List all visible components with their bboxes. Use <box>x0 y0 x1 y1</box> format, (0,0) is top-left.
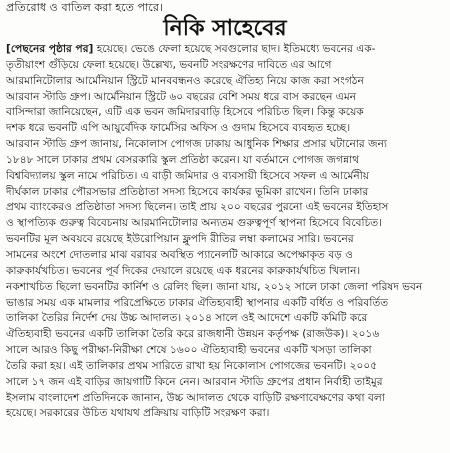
article-line: দীর্ঘকাল ঢাকার পৌরসভার প্রতিষ্ঠাতা সদস্য হিসেবে কার্যকর ভূমিকা রাখেন। তিনি ঢাকার <box>6 185 369 198</box>
article-line: প্রথম ব্যাংকেরও প্রতিষ্ঠাতা সদস্য ছিলেন। তাই প্রায় ২০০ বছরের পুরনো এই ভবনের ইতিহাস <box>6 201 389 214</box>
article-line: আরমানিটোলার আর্মেনিয়ান স্ট্রিটে মানববন্ধনও করেছে ঐতিহ্য নিয়ে কাজ করা সংগঠন <box>6 74 364 87</box>
article-line: হয়েছে। সরকারের উচিত যথাযথ প্রক্রিয়ায় বাড়িটি সংরক্ষণ করা। <box>6 407 270 420</box>
continued-from-label: [পেছনের পৃষ্ঠার পর] <box>6 43 94 55</box>
article-line: ভাঙার সময় এক মামলার পরিপ্রেক্ষিতে ঢাকার ঐতিহ্যবাহী স্থাপনার একটি বর্ধিত ও পরিবর্তিত <box>6 296 389 309</box>
article-line: বিশ্ববিদ্যালয় স্কুল নামে পরিচিত। এ বাড়ী জমিদার ও ব্যবসায়ী হিসেবে সফল এ আর্মেনীয় <box>6 169 370 182</box>
article-line-1 <box>6 42 446 58</box>
article-line: ইসলাম বাংলাদেশ প্রতিদিনকে জানান, উচ্চ আদালত থেকে বাড়িটি রক্ষণাবেক্ষণের কথা বলা <box>6 391 385 404</box>
article-line-1-text: হয়েছে। ভেঙে ফেলা হয়েছে সবগুলোর ছাদ। ইতিমধ্যে ভবনের এক- <box>93 43 376 55</box>
article-line: আরবান স্টাডি গ্রুপ জানায়, নিকোলাস পোগজ ঢাকায় আধুনিক শিক্ষার প্রসার ঘটানোর জন্য <box>6 138 387 151</box>
article-line: ঐতিহ্যবাহী ভবনের একটি তালিকা তৈরি করে রাজধানী উন্নয়ন কর্তৃপক্ষ (রাজউক)। ২০১৬ <box>6 328 380 341</box>
article-body <box>6 42 446 422</box>
article-line: সালে আরও কিছু পরীক্ষা-নিরীক্ষা শেষে ১৬০০ ঐতিহ্যবাহী ভবনের একটি খসড়া তালিকা <box>6 344 372 357</box>
article-line: দশক ধরে ভবনটি এপি আয়ুর্বেদিক ফার্মেসির অফিস ও গুদাম হিসেবে ব্যবহৃত হচ্ছে। <box>6 122 351 135</box>
article-line: তৃতীয়াংশ গুঁড়িয়ে ফেলা হয়েছে। উল্লেখ্য, ভবনটি সংরক্ষণের দাবিতে এর আগে <box>6 58 332 71</box>
article-headline: নিকি সাহেবের <box>163 16 287 41</box>
article-line: তালিকা তৈরির নির্দেশ দেয় উচ্চ আদালত। ২০১৪ সালে ওই আদেশে একটি কমিটি করে <box>6 312 368 325</box>
article-line: তৈরি করা হয়। এই তালিকার প্রথম সারিতে রাখা হয় নিকোলাস পোগজের ভবনটি। ২০০৫ <box>6 359 378 372</box>
previous-article-fragment: প্রতিরোধ ও বাতিল করা হতে পারে। <box>6 1 164 14</box>
article-line: বাসিন্দারা জানিয়েছেন, এটি এক ভবন জমিদারবাড়ি হিসেবে পরিচিত ছিল। কিন্তু কয়েক <box>6 106 364 119</box>
article-line: আরবান স্টাডি গ্রুপ। আর্মেনিয়ান স্ট্রিটে ৬০ বছরের বেশি সময় ধরে বাস করছেন এমন <box>6 90 357 103</box>
article-line: সামনের অংশে দোতলার মাঝ বরাবর অবস্থিত প্যানেলটি আকারে অপেক্ষাকৃত বড় ও <box>6 248 353 261</box>
article-line: সালে ১৭ জন এই বাড়ির জায়গাটি কিনে নেন। আরবান স্টাডি গ্রুপের প্রধান নির্বাহী তাইমুর <box>6 375 383 388</box>
article-line: ভবনটির মূল অবয়বে রয়েছে ইউরোপিয়ান ফ্লুপদি রীতির লম্বা কলামের সারি। ভবনের <box>6 233 354 246</box>
article-line: ও স্থাপত্যিক গুরুত্ব বিবেচনায় আরমানিটোলার অন্যতম গুরুত্বপূর্ণ স্থাপনা হিসেবে বিবেচিত। <box>6 217 383 230</box>
article-line: নকশাখচিত ছিলো ভবনটির কার্নিশ ও রেলিং ছিল। জানা যায়, ২০১২ সালে ঢাকা জেলা পরিষদ ভবন <box>6 280 423 293</box>
article-line: কারুকার্যখচিত। ভবনের পূর্ব দিকের দেয়ালে রয়েছে এক ধরনের কারুকার্যখচিত খিলান। <box>6 264 361 277</box>
article-line: ১৮৪৮ সালে ঢাকার প্রথম বেসরকারি স্কুল প্রতিষ্ঠা করেন। যা বর্তমানে পোগজ জগন্নাথ <box>6 153 360 166</box>
